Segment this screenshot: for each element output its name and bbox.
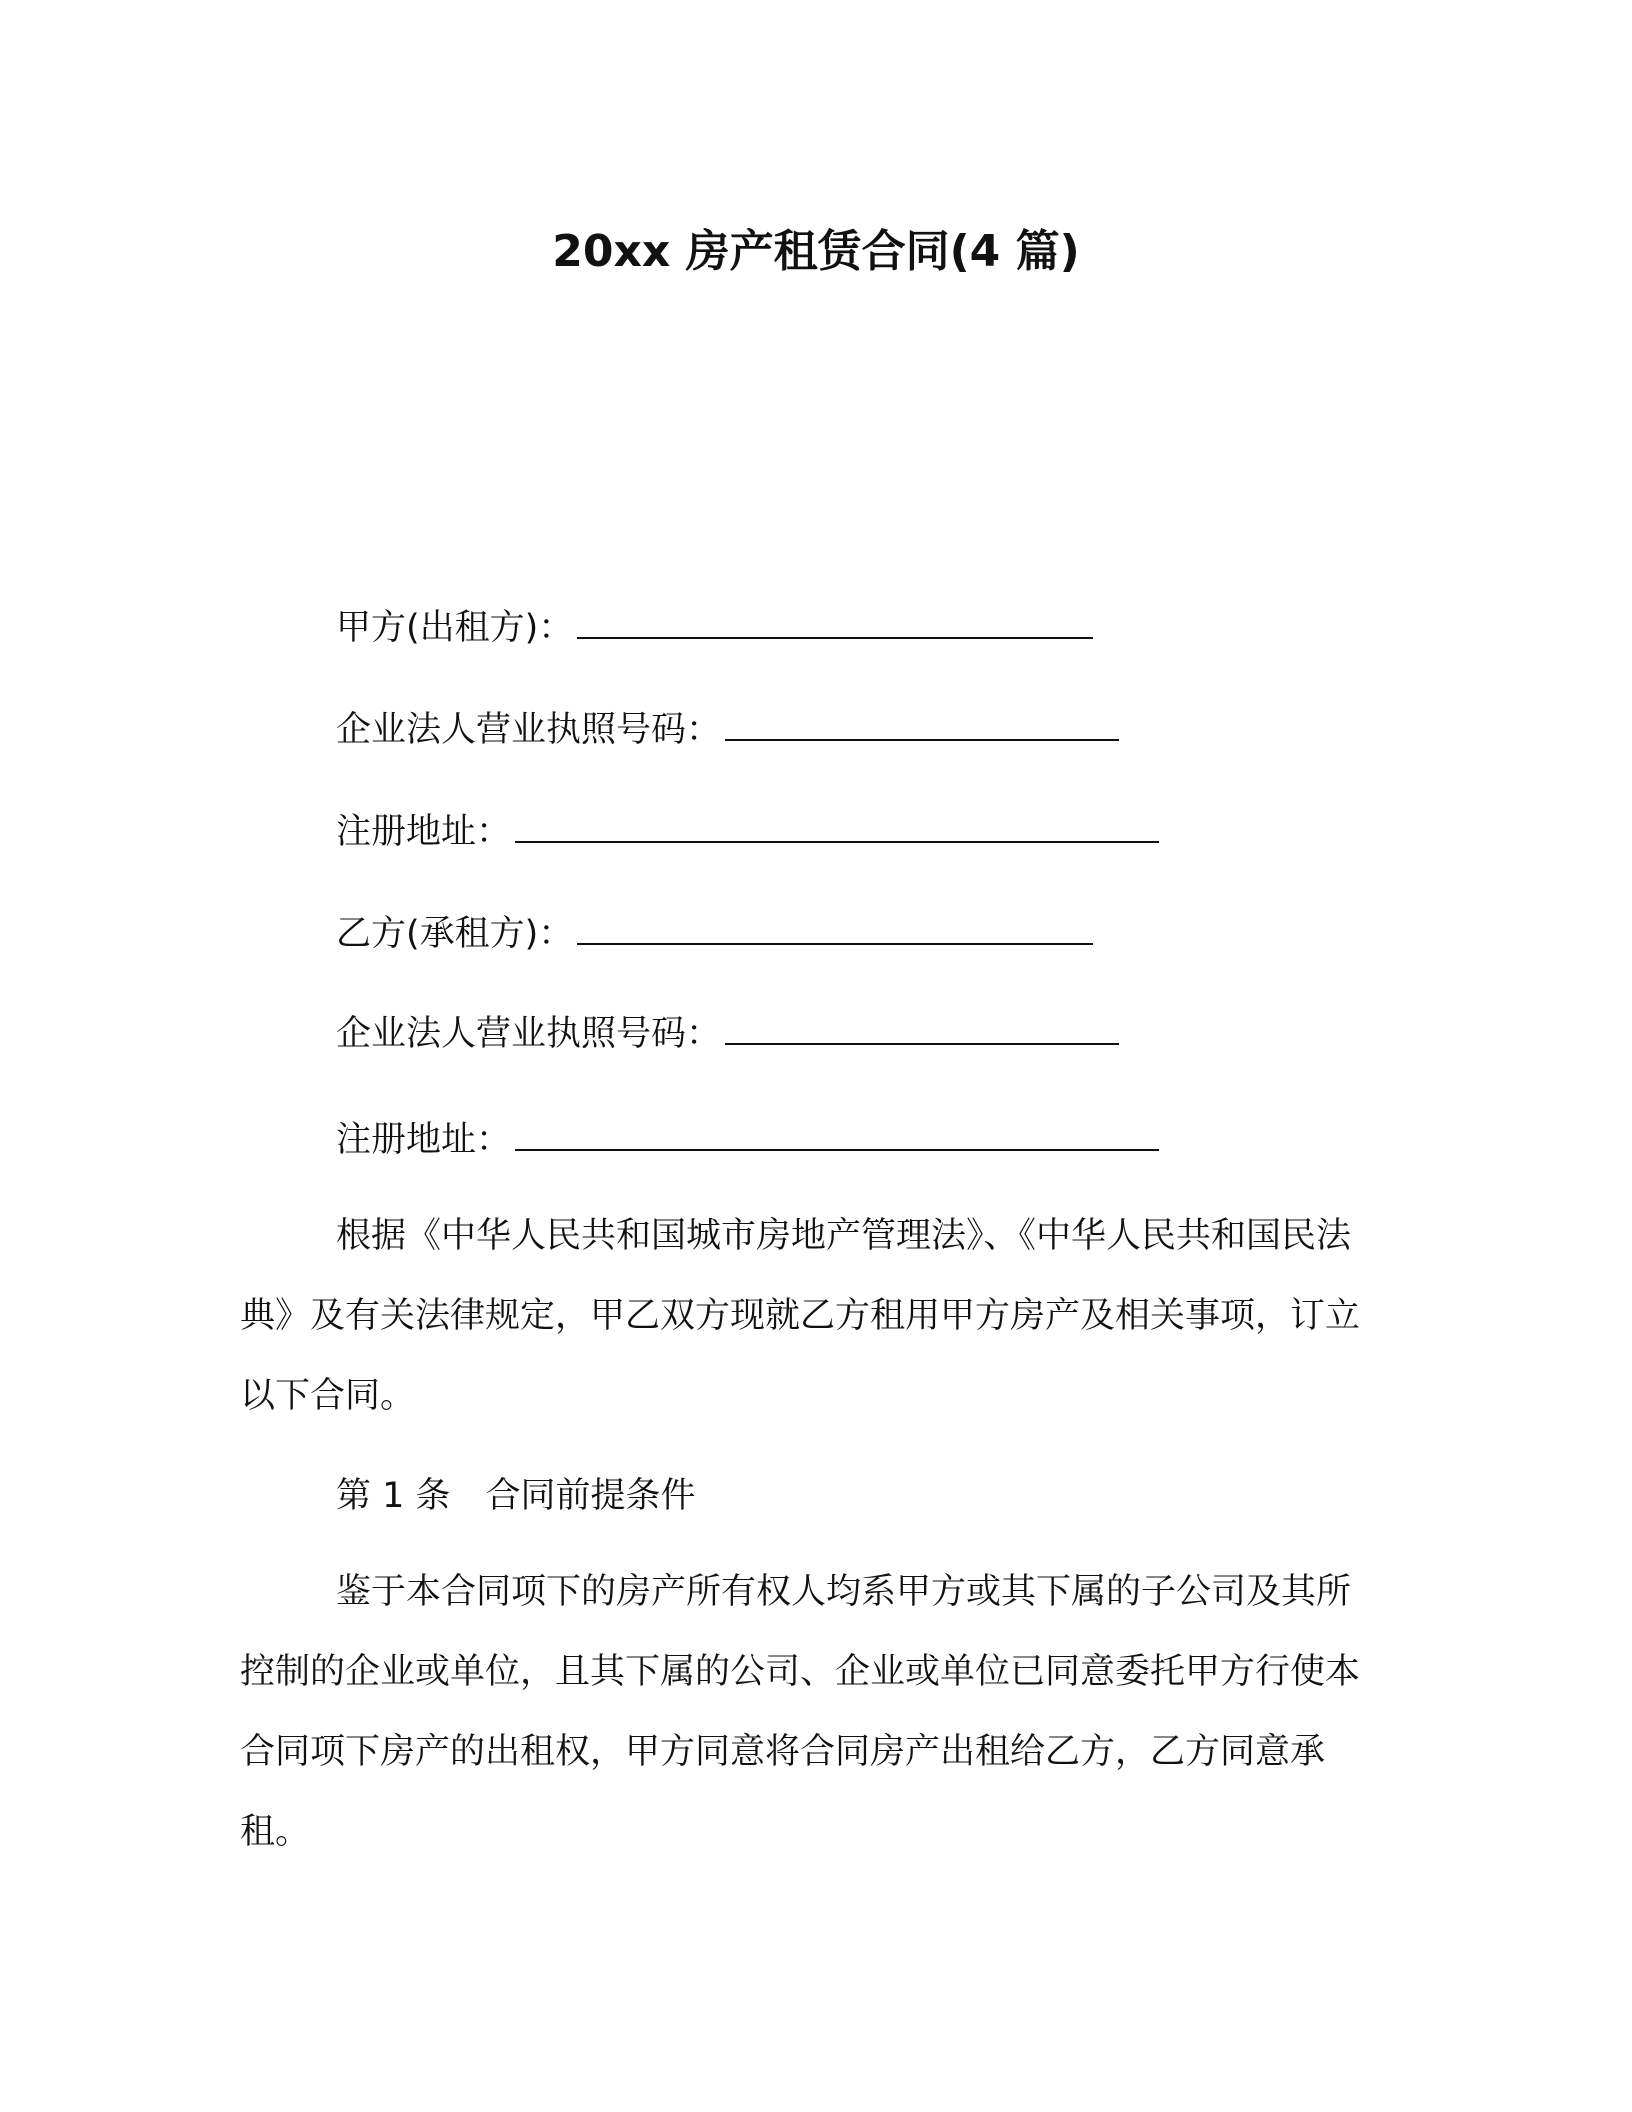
lessee-address-label: 注册地址： <box>336 1120 512 1160</box>
lessor-address-label: 注册地址： <box>336 812 512 852</box>
lessor-label: 甲方(出租方)： <box>336 608 574 648</box>
lessor-blank <box>577 607 1093 639</box>
lessor-address-blank <box>515 811 1159 843</box>
lessee-license-label: 企业法人营业执照号码： <box>336 1014 722 1054</box>
lessor-field <box>336 604 1093 652</box>
lessee-blank <box>577 913 1093 945</box>
article-1-body: 鉴于本合同项下的房产所有权人均系甲方或其下属的子公司及其所控制的企业或单位，且其下属的公司、企业或单位已同意委托甲方行使本合同项下房产的出租权，甲方同意将合同房产出租给乙方，乙方同意承租。 <box>240 1572 1361 1852</box>
lessee-address-blank <box>515 1119 1159 1151</box>
lessor-address-field <box>336 808 1159 856</box>
lessor-license-blank <box>725 709 1119 741</box>
article-1-heading: 第 1 条 合同前提条件 <box>336 1476 696 1516</box>
lessee-license-blank <box>725 1013 1119 1045</box>
lessor-license-label: 企业法人营业执照号码： <box>336 710 722 750</box>
lessee-license-field <box>336 1010 1119 1058</box>
lessee-address-field <box>336 1116 1159 1164</box>
lessee-field <box>336 910 1093 958</box>
lessee-label: 乙方(承租方)： <box>336 914 574 954</box>
lessor-license-field <box>336 706 1119 754</box>
preamble-paragraph: 根据《中华人民共和国城市房地产管理法》、《中华人民共和国民法典》及有关法律规定，甲乙双方现就乙方租用甲方房产及相关事项，订立以下合同。 <box>240 1216 1361 1416</box>
document-title: 20xx 房产租赁合同(4 篇) <box>552 226 1080 277</box>
